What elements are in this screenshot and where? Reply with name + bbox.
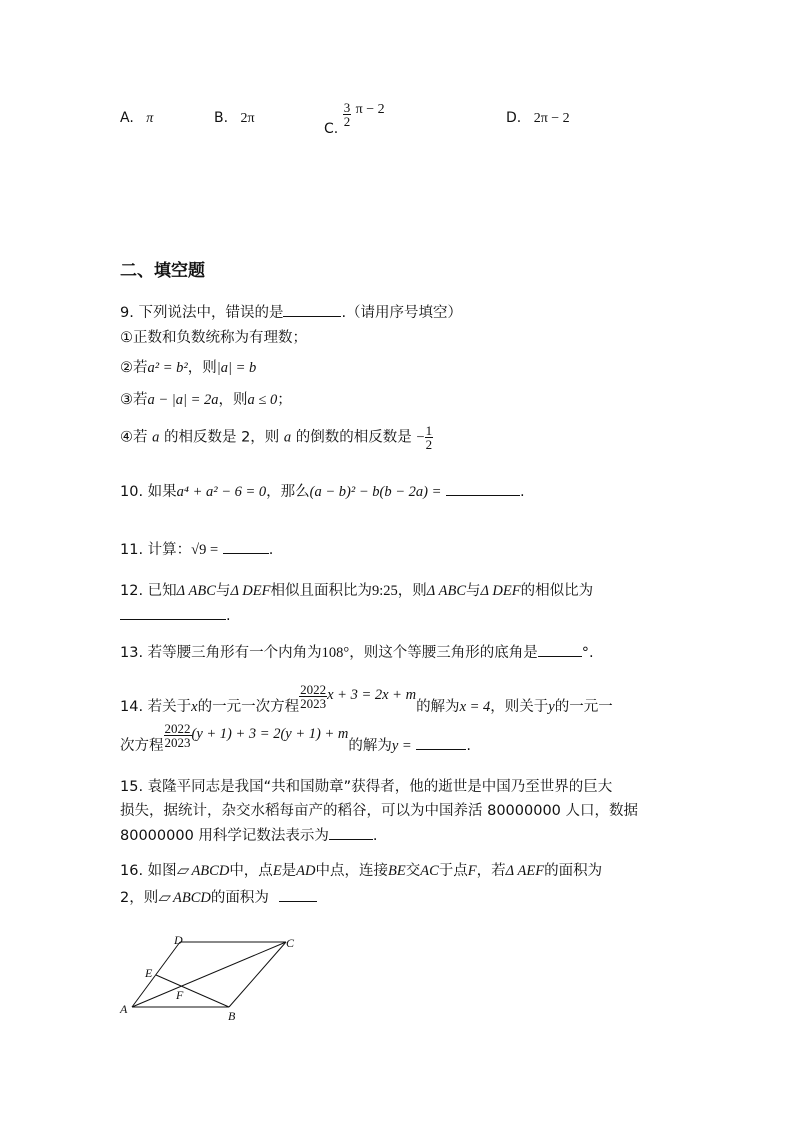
q14-mid5: 的解为 xyxy=(348,737,392,754)
q13-mid: ，则这个等腰三角形的底角是 xyxy=(349,645,538,661)
q15-line-2: 损失，据统计，杂交水稻每亩产的稻谷，可以为中国养活 80000000 人口，数据 xyxy=(120,803,639,819)
option-c xyxy=(324,100,385,137)
label-a: A xyxy=(120,1002,128,1016)
label-f: F xyxy=(176,988,184,1002)
q14-pre: 14. 若关于 xyxy=(120,698,192,715)
q11-pre: 11. 计算： xyxy=(120,542,192,558)
q14-line2-pre: 次方程 xyxy=(120,737,164,754)
option-d-label: D. xyxy=(506,110,522,126)
section-title: 二、填空题 xyxy=(120,261,205,281)
q16-m3: 中点，连接 xyxy=(315,863,389,879)
q16-ac: AC xyxy=(420,863,439,879)
question-9-stem xyxy=(120,302,462,323)
q13-pre: 13. 若等腰三角形有一个内角为 xyxy=(120,645,322,661)
segment-bc xyxy=(229,942,286,1007)
q12-m4: 与 xyxy=(466,583,481,599)
q14-yeq: y = xyxy=(391,737,412,754)
q9-statement-3 xyxy=(120,390,292,410)
question-13 xyxy=(120,642,594,663)
q14-eq2: (y + 1) + 3 = 2(y + 1) + m xyxy=(191,725,349,742)
option-b-label: B. xyxy=(214,110,229,126)
q16-m1: 中，点 xyxy=(229,863,273,879)
q9-s3-mid: ，则 xyxy=(218,392,248,408)
q11-answer-blank xyxy=(223,539,269,554)
q12-m2: 相似且面积比为 xyxy=(270,583,372,599)
q16-m6: ，若 xyxy=(476,863,506,879)
q9-statement-1: ①正数和负数统称为有理数； xyxy=(120,330,307,346)
option-c-denominator: 2 xyxy=(343,114,351,129)
option-d-value: 2π − 2 xyxy=(533,111,570,126)
q16-t: Δ AEF xyxy=(505,863,545,879)
q12-t4: Δ DEF xyxy=(480,583,521,599)
option-c-fraction xyxy=(343,101,352,128)
q15-end: . xyxy=(372,828,378,844)
q12-line-2 xyxy=(120,605,231,626)
q9-s4-a2: a xyxy=(283,429,292,446)
q14-fraction-1 xyxy=(299,683,327,710)
q16-e: E xyxy=(272,863,282,879)
label-b: B xyxy=(228,1009,236,1023)
question-10 xyxy=(120,481,525,502)
q9-s3-math2: a ≤ 0 xyxy=(247,392,278,408)
q10-math1: a⁴ + a² − 6 = 0 xyxy=(176,484,267,500)
q9-s4-a1: a xyxy=(152,429,160,446)
label-e: E xyxy=(145,966,153,980)
q12-end: . xyxy=(226,608,231,624)
q9-s4-mid2: 的倒数的相反数是 xyxy=(295,429,412,446)
option-a-label: A. xyxy=(120,110,134,126)
q15-line-1: 15. 袁隆平同志是我国“共和国勋章”获得者，他的逝世是中国乃至世界的巨大 xyxy=(120,779,613,795)
q16-f: F xyxy=(467,863,477,879)
q10-answer-blank xyxy=(446,481,520,496)
q12-m1: 与 xyxy=(215,583,231,599)
q16-pre: 16. 如图 xyxy=(120,863,177,879)
question-16 xyxy=(120,861,602,881)
q9-s3-math: a − |a| = 2a xyxy=(147,392,219,408)
q12-answer-blank xyxy=(120,605,226,620)
q14-x: x xyxy=(191,698,198,715)
q9-s4-fraction xyxy=(425,424,434,451)
q9-s2-math: a² = b² xyxy=(147,360,188,376)
q14-end: . xyxy=(466,737,471,754)
q14-eq1: x + 3 = 2x + m xyxy=(327,686,417,703)
q9-s3-pre: ③若 xyxy=(120,392,148,408)
q16-answer-blank xyxy=(279,887,317,902)
q9-answer-blank xyxy=(283,302,341,317)
q9-s4-pre: ④若 xyxy=(120,429,148,446)
q15-l3-text: 80000000 用科学记数法表示为 xyxy=(120,828,329,844)
q12-pre: 12. 已知 xyxy=(120,583,177,599)
q15-answer-blank xyxy=(329,825,373,840)
option-d xyxy=(506,110,570,127)
q10-math2: (a − b)² − b(b − 2a) = xyxy=(309,484,442,500)
q13-answer-blank xyxy=(538,642,582,657)
q9-s2-mid: ，则 xyxy=(187,360,217,376)
q14-mid1: 的一元一次方程 xyxy=(197,698,300,715)
question-14 xyxy=(120,682,613,715)
q14-f1-den: 2023 xyxy=(300,696,327,711)
q9-s4-denominator: 2 xyxy=(425,437,433,452)
q16-l2-pre: 2，则 xyxy=(120,890,159,906)
question-11 xyxy=(120,539,273,560)
q14-f1-num: 2022 xyxy=(300,682,327,697)
option-b-value: 2π xyxy=(240,111,255,126)
q9-s2-pre: ②若 xyxy=(120,360,148,376)
q14-f2-num: 2022 xyxy=(164,721,191,736)
q12-m3: ，则 xyxy=(397,583,427,599)
option-a xyxy=(120,110,153,127)
q16-ad: AD xyxy=(296,863,316,879)
q16-p1: ▱ ABCD xyxy=(176,863,230,879)
q12-t3: Δ ABC xyxy=(426,583,467,599)
q14-y: y xyxy=(548,698,555,715)
q9-s2-math2: |a| = b xyxy=(216,360,257,376)
q12-ratio: 9:25 xyxy=(372,583,398,599)
q16-m5: 于点 xyxy=(438,863,468,879)
q14-sol: x = 4 xyxy=(459,698,491,715)
q16-m7: 的面积为 xyxy=(544,863,603,879)
q16-p2: ▱ ABCD xyxy=(158,890,211,906)
q16-l2-mid: 的面积为 xyxy=(210,890,269,906)
q16-m2: 是 xyxy=(281,863,297,879)
q13-angle: 108° xyxy=(321,645,350,661)
diagonal-ac xyxy=(132,942,286,1007)
option-a-value: π xyxy=(146,111,154,126)
q9-statement-2 xyxy=(120,358,256,378)
q9-s4-numerator: 1 xyxy=(425,423,433,438)
q13-end: °. xyxy=(581,645,594,661)
q14-answer-blank xyxy=(416,735,466,750)
q10-end: . xyxy=(519,484,525,500)
segment-be xyxy=(156,975,229,1007)
q16-m4: 交 xyxy=(405,863,421,879)
q12-t2: Δ DEF xyxy=(230,583,271,599)
q16-be: BE xyxy=(388,863,406,879)
q14-f2-den: 2023 xyxy=(164,735,191,750)
q9-s3-end: ； xyxy=(277,392,292,408)
q14-mid2: 的解为 xyxy=(416,698,460,715)
option-c-tail: π − 2 xyxy=(355,101,385,117)
option-c-label: C. xyxy=(324,120,339,137)
parallelogram-figure xyxy=(110,925,310,1025)
q10-mid: ，那么 xyxy=(266,484,310,500)
q9-tail-text: .（请用序号填空） xyxy=(341,305,463,321)
q12-m5: 的相似比为 xyxy=(520,583,594,599)
q9-statement-4 xyxy=(120,424,433,451)
q14-mid3: ，则关于 xyxy=(490,698,549,715)
q9-s4-sign: − xyxy=(416,429,425,446)
option-c-numerator: 3 xyxy=(343,100,351,115)
q14-line-2 xyxy=(120,721,471,754)
q11-math: √9 = xyxy=(191,542,219,558)
q14-fraction-2 xyxy=(164,722,192,749)
q15-line-3 xyxy=(120,825,378,846)
q10-pre: 10. 如果 xyxy=(120,484,177,500)
q9-stem-text: 9. 下列说法中，错误的是 xyxy=(120,305,284,321)
label-c: C xyxy=(286,936,295,950)
option-b xyxy=(214,110,255,127)
q11-end: . xyxy=(268,542,274,558)
q16-line-2 xyxy=(120,887,317,908)
question-12 xyxy=(120,581,593,601)
q9-s4-mid1: 的相反数是 2，则 xyxy=(163,429,280,446)
q14-mid4: 的一元一 xyxy=(554,698,613,715)
q12-t1: Δ ABC xyxy=(176,583,216,599)
label-d: D xyxy=(174,933,183,947)
